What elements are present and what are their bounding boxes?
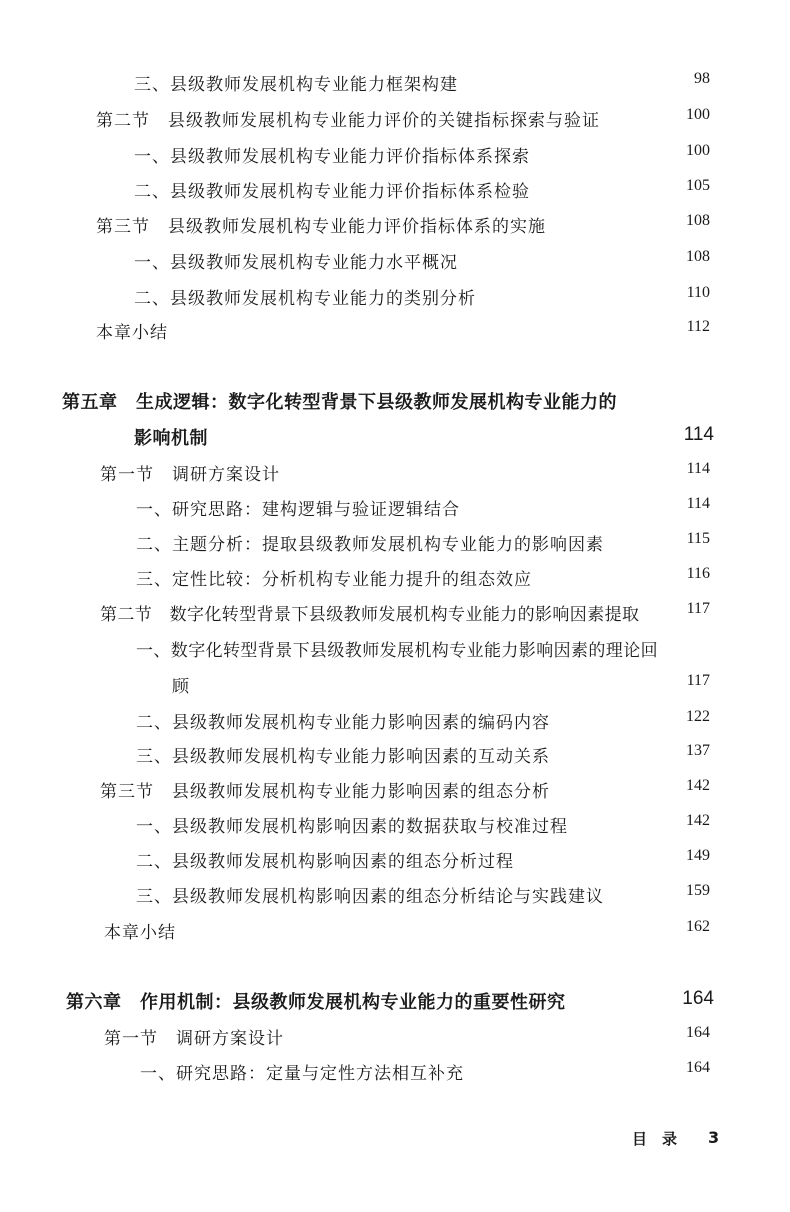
- toc-page-number: 116: [686, 565, 710, 582]
- toc-entry: [0, 672, 790, 698]
- toc-entry: [0, 742, 790, 768]
- toc-title: 二、县级教师发展机构专业能力影响因素的编码内容: [136, 713, 550, 733]
- toc-entry: [0, 495, 790, 521]
- toc-page-number: 100: [686, 106, 710, 123]
- toc-chapter-entry: [0, 988, 790, 1016]
- toc-title: 一、数字化转型背景下县级教师发展机构专业能力影响因素的理论回: [136, 641, 658, 661]
- toc-page-number: 108: [686, 212, 710, 229]
- toc-title: 本章小结: [96, 323, 168, 343]
- toc-page-number: 114: [686, 460, 710, 477]
- toc-page-number: 117: [686, 672, 710, 689]
- toc-title: 第一节 调研方案设计: [104, 1029, 284, 1049]
- toc-title: 二、县级教师发展机构专业能力的类别分析: [134, 289, 476, 309]
- toc-title: 本章小结: [104, 923, 176, 943]
- toc-title: 第二节 数字化转型背景下县级教师发展机构专业能力的影响因素提取: [100, 605, 640, 625]
- toc-page-number: 164: [686, 1059, 710, 1076]
- toc-title: 三、县级教师发展机构专业能力框架构建: [134, 75, 458, 95]
- toc-page-number: 114: [686, 495, 710, 512]
- toc-chapter-entry: [0, 424, 790, 452]
- chapter-title: 影响机制: [134, 428, 208, 449]
- toc-title: 三、定性比较：分析机构专业能力提升的组态效应: [136, 570, 532, 590]
- toc-title: 二、县级教师发展机构影响因素的组态分析过程: [136, 852, 514, 872]
- toc-title: 第三节 县级教师发展机构专业能力影响因素的组态分析: [100, 782, 550, 802]
- toc-page-number: 115: [686, 530, 710, 547]
- toc-entry: [0, 460, 790, 486]
- toc-entry: [0, 248, 790, 274]
- toc-page-number: 142: [686, 777, 710, 794]
- toc-entry: [0, 777, 790, 803]
- toc-page-number: 105: [686, 177, 710, 194]
- toc-title: 二、主题分析：提取县级教师发展机构专业能力的影响因素: [136, 535, 604, 555]
- toc-page-number: 108: [686, 248, 710, 265]
- toc-page-number: 162: [686, 918, 710, 935]
- toc-title: 一、县级教师发展机构专业能力水平概况: [134, 253, 458, 273]
- toc-entry: [0, 1024, 790, 1050]
- toc-entry: [0, 600, 790, 626]
- toc-page-number: 100: [686, 142, 710, 159]
- toc-entry: [0, 530, 790, 556]
- toc-chapter-entry: [0, 388, 790, 416]
- toc-entry: [0, 177, 790, 203]
- toc-entry: [0, 1059, 790, 1085]
- running-header-label: 目 录: [632, 1130, 678, 1148]
- chapter-page-number: 164: [682, 988, 714, 1009]
- toc-title: 第一节 调研方案设计: [100, 465, 280, 485]
- toc-title: 三、县级教师发展机构影响因素的组态分析结论与实践建议: [136, 887, 604, 907]
- toc-title: 顾: [172, 677, 190, 697]
- chapter-title: 第六章 作用机制：县级教师发展机构专业能力的重要性研究: [66, 992, 566, 1013]
- toc-entry: [0, 918, 790, 944]
- page-number: 3: [708, 1128, 720, 1147]
- toc-entry: [0, 318, 790, 344]
- toc-title: 一、县级教师发展机构影响因素的数据获取与校准过程: [136, 817, 568, 837]
- toc-page-number: 98: [694, 70, 710, 87]
- toc-entry: [0, 882, 790, 908]
- toc-page-number: 122: [686, 708, 710, 725]
- chapter-page-number: 114: [683, 424, 714, 445]
- toc-entry: [0, 212, 790, 238]
- toc-page-number: 164: [686, 1024, 710, 1041]
- toc-title: 第二节 县级教师发展机构专业能力评价的关键指标探索与验证: [96, 111, 600, 131]
- toc-page-number: 149: [686, 847, 710, 864]
- toc-entry: [0, 142, 790, 168]
- toc-title: 一、研究思路：建构逻辑与验证逻辑结合: [136, 500, 460, 520]
- toc-title: 一、县级教师发展机构专业能力评价指标体系探索: [134, 147, 530, 167]
- toc-entry: [0, 565, 790, 591]
- toc-entry: [0, 812, 790, 838]
- toc-page-number: 142: [686, 812, 710, 829]
- toc-entry: [0, 284, 790, 310]
- toc-entry: [0, 70, 790, 96]
- toc-entry: [0, 708, 790, 734]
- toc-page-number: 110: [686, 284, 710, 301]
- toc-page-number: 117: [686, 600, 710, 617]
- toc-page-number: 159: [686, 882, 710, 899]
- toc-page-number: 112: [686, 318, 710, 335]
- toc-entry: [0, 106, 790, 132]
- chapter-title: 第五章 生成逻辑：数字化转型背景下县级教师发展机构专业能力的: [62, 392, 617, 413]
- toc-page-number: 137: [686, 742, 710, 759]
- toc-entry: [0, 636, 790, 662]
- toc-title: 一、研究思路：定量与定性方法相互补充: [140, 1064, 464, 1084]
- toc-title: 三、县级教师发展机构专业能力影响因素的互动关系: [136, 747, 550, 767]
- toc-title: 二、县级教师发展机构专业能力评价指标体系检验: [134, 182, 530, 202]
- toc-entry: [0, 847, 790, 873]
- toc-title: 第三节 县级教师发展机构专业能力评价指标体系的实施: [96, 217, 546, 237]
